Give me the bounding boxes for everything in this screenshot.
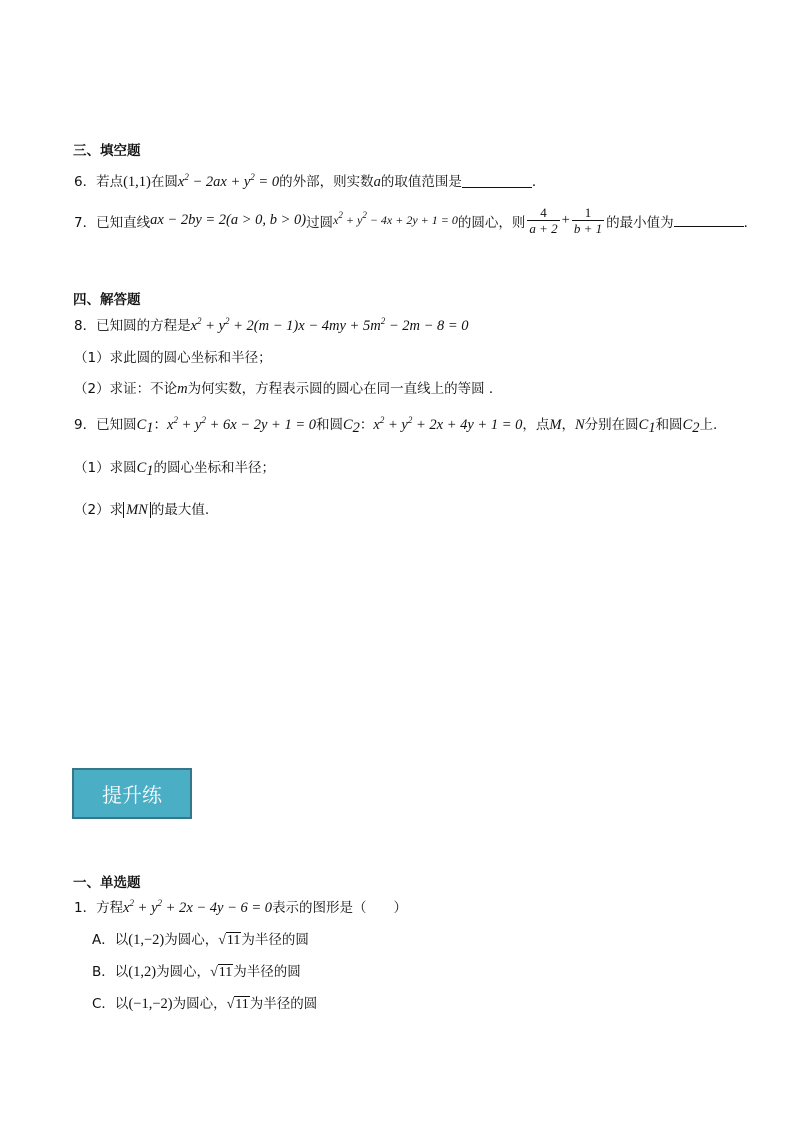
q8-part-2-text-a: （2）求证：不论 <box>74 381 178 397</box>
q1-option-b[interactable] <box>92 960 301 981</box>
option-center: (1,2) <box>128 964 157 980</box>
q9-comma: ， <box>561 417 575 433</box>
option-center: (1,−2) <box>128 932 165 948</box>
q7-fraction-2: $\frac{1}{b + 1}$ <box>573 205 603 236</box>
section-title-answer: 四、解答题 <box>73 292 141 308</box>
q9-text-point: ，点 <box>522 417 550 433</box>
q7-text-1: 过圆 <box>306 214 334 231</box>
option-label: C．以 <box>92 996 129 1012</box>
section-title-single-choice: 一、单选题 <box>73 875 141 891</box>
q7-circle-equation: $x^2 + y^2 - 4x + 2y + 1 = 0$ <box>333 210 458 227</box>
sqrt-symbol: √11 <box>226 997 249 1012</box>
q8-part-2 <box>74 377 502 398</box>
option-label: A．以 <box>92 932 129 948</box>
option-text-end: 为半径的圆 <box>249 996 318 1012</box>
q8-part-1: （1）求此圆的圆心坐标和半径； <box>74 350 272 366</box>
q6-answer-blank[interactable] <box>462 175 532 188</box>
q9-colon-2: ： <box>359 417 374 433</box>
q6-equation: $x^2 - 2ax + y^2 = 0$ <box>177 172 280 190</box>
q9-part-2-text-a: （2）求 <box>74 502 124 518</box>
q7-text-3: 的最小值为 <box>606 214 674 231</box>
q8-stem: 8．已知圆的方程是 <box>74 318 191 334</box>
q9-text-end: 上. <box>699 417 718 433</box>
q1-stem: 1．方程 <box>74 900 124 916</box>
q9-part-1-text-a: （1）求圆 <box>74 460 137 476</box>
q9-c2-ref: $C_2$ <box>682 417 700 436</box>
q7-end: ． <box>743 214 758 231</box>
q9-colon-1: ： <box>153 417 168 433</box>
q9-part-2 <box>74 498 209 519</box>
question-9 <box>74 413 717 434</box>
q9-part-1-text-b: 的圆心坐标和半径； <box>153 460 276 476</box>
option-text: 为圆心， <box>164 932 219 948</box>
q9-point-m: M <box>549 417 562 433</box>
level-up-banner <box>72 768 192 819</box>
q7-line-equation: ax − 2by = 2(a > 0, b > 0) <box>150 212 307 228</box>
q9-part-2-text-b: 的最大值. <box>150 502 210 518</box>
q6-number: 6．若点 <box>74 174 124 190</box>
q6-text-3: 的取值范围是 <box>380 174 462 190</box>
q6-end: ． <box>531 174 546 190</box>
q9-c1: $C_1$ <box>136 417 154 436</box>
section-title-fill-blank: 三、填空题 <box>73 143 141 159</box>
q8-part-2-text-b: 为何实数，方程表示圆的圆心在同一直线上的等圆 ． <box>187 381 503 397</box>
question-7 <box>74 205 757 236</box>
option-text: 为圆心， <box>156 964 211 980</box>
q9-abs-mn: MN <box>123 502 151 518</box>
q9-c2: $C_2$ <box>342 417 360 436</box>
option-center: (−1,−2) <box>128 996 173 1012</box>
q7-plus: + <box>561 212 570 228</box>
q6-text-1: 在圆 <box>150 174 178 190</box>
q1-option-c[interactable] <box>92 992 317 1013</box>
q9-c1-equation: $x^2 + y^2 + 6x - 2y + 1 = 0$ <box>167 415 316 433</box>
q9-part-1 <box>74 456 275 477</box>
sqrt-symbol: √11 <box>210 965 233 980</box>
question-6 <box>74 170 545 191</box>
q1-stem-end: 表示的图形是（ ） <box>272 900 408 916</box>
q8-variable-m: m <box>177 381 188 397</box>
q7-text-2: 的圆心，则 <box>457 214 526 231</box>
option-label: B．以 <box>92 964 129 980</box>
option-text-end: 为半径的圆 <box>233 964 301 980</box>
q7-answer-blank[interactable] <box>674 214 744 227</box>
q9-part-1-c1: $C_1$ <box>136 460 154 479</box>
q9-point-n: N <box>574 417 585 433</box>
q9-c1-ref: $C_1$ <box>638 417 656 436</box>
option-text: 为圆心， <box>172 996 227 1012</box>
q9-c2-equation: $x^2 + y^2 + 2x + 4y + 1 = 0$ <box>373 415 523 433</box>
q7-number: 7．已知直线 <box>74 214 151 231</box>
question-8 <box>74 314 469 335</box>
q1-option-a[interactable] <box>92 928 309 949</box>
q6-variable: a <box>373 174 381 190</box>
q9-text-on: 分别在圆 <box>584 417 639 433</box>
q8-equation: $x^2 + y^2 + 2(m - 1)x - 4my + 5m^2 - 2m - 8 = 0$ <box>190 316 469 334</box>
q1-equation: $x^2 + y^2 + 2x - 4y - 6 = 0$ <box>123 898 273 916</box>
q9-stem: 9．已知圆 <box>74 417 137 433</box>
q9-text-and-2: 和圆 <box>655 417 683 433</box>
question-1 <box>74 896 407 917</box>
option-text-end: 为半径的圆 <box>241 932 309 948</box>
q9-text-and: 和圆 <box>315 417 343 433</box>
sqrt-symbol: √11 <box>218 933 241 948</box>
banner-label: 提升练 <box>102 783 162 807</box>
q7-fraction-1: $\frac{4}{a + 2}$ <box>529 205 558 236</box>
q6-text-2: 的外部，则实数 <box>279 174 374 190</box>
q6-point: (1,1) <box>123 174 151 190</box>
